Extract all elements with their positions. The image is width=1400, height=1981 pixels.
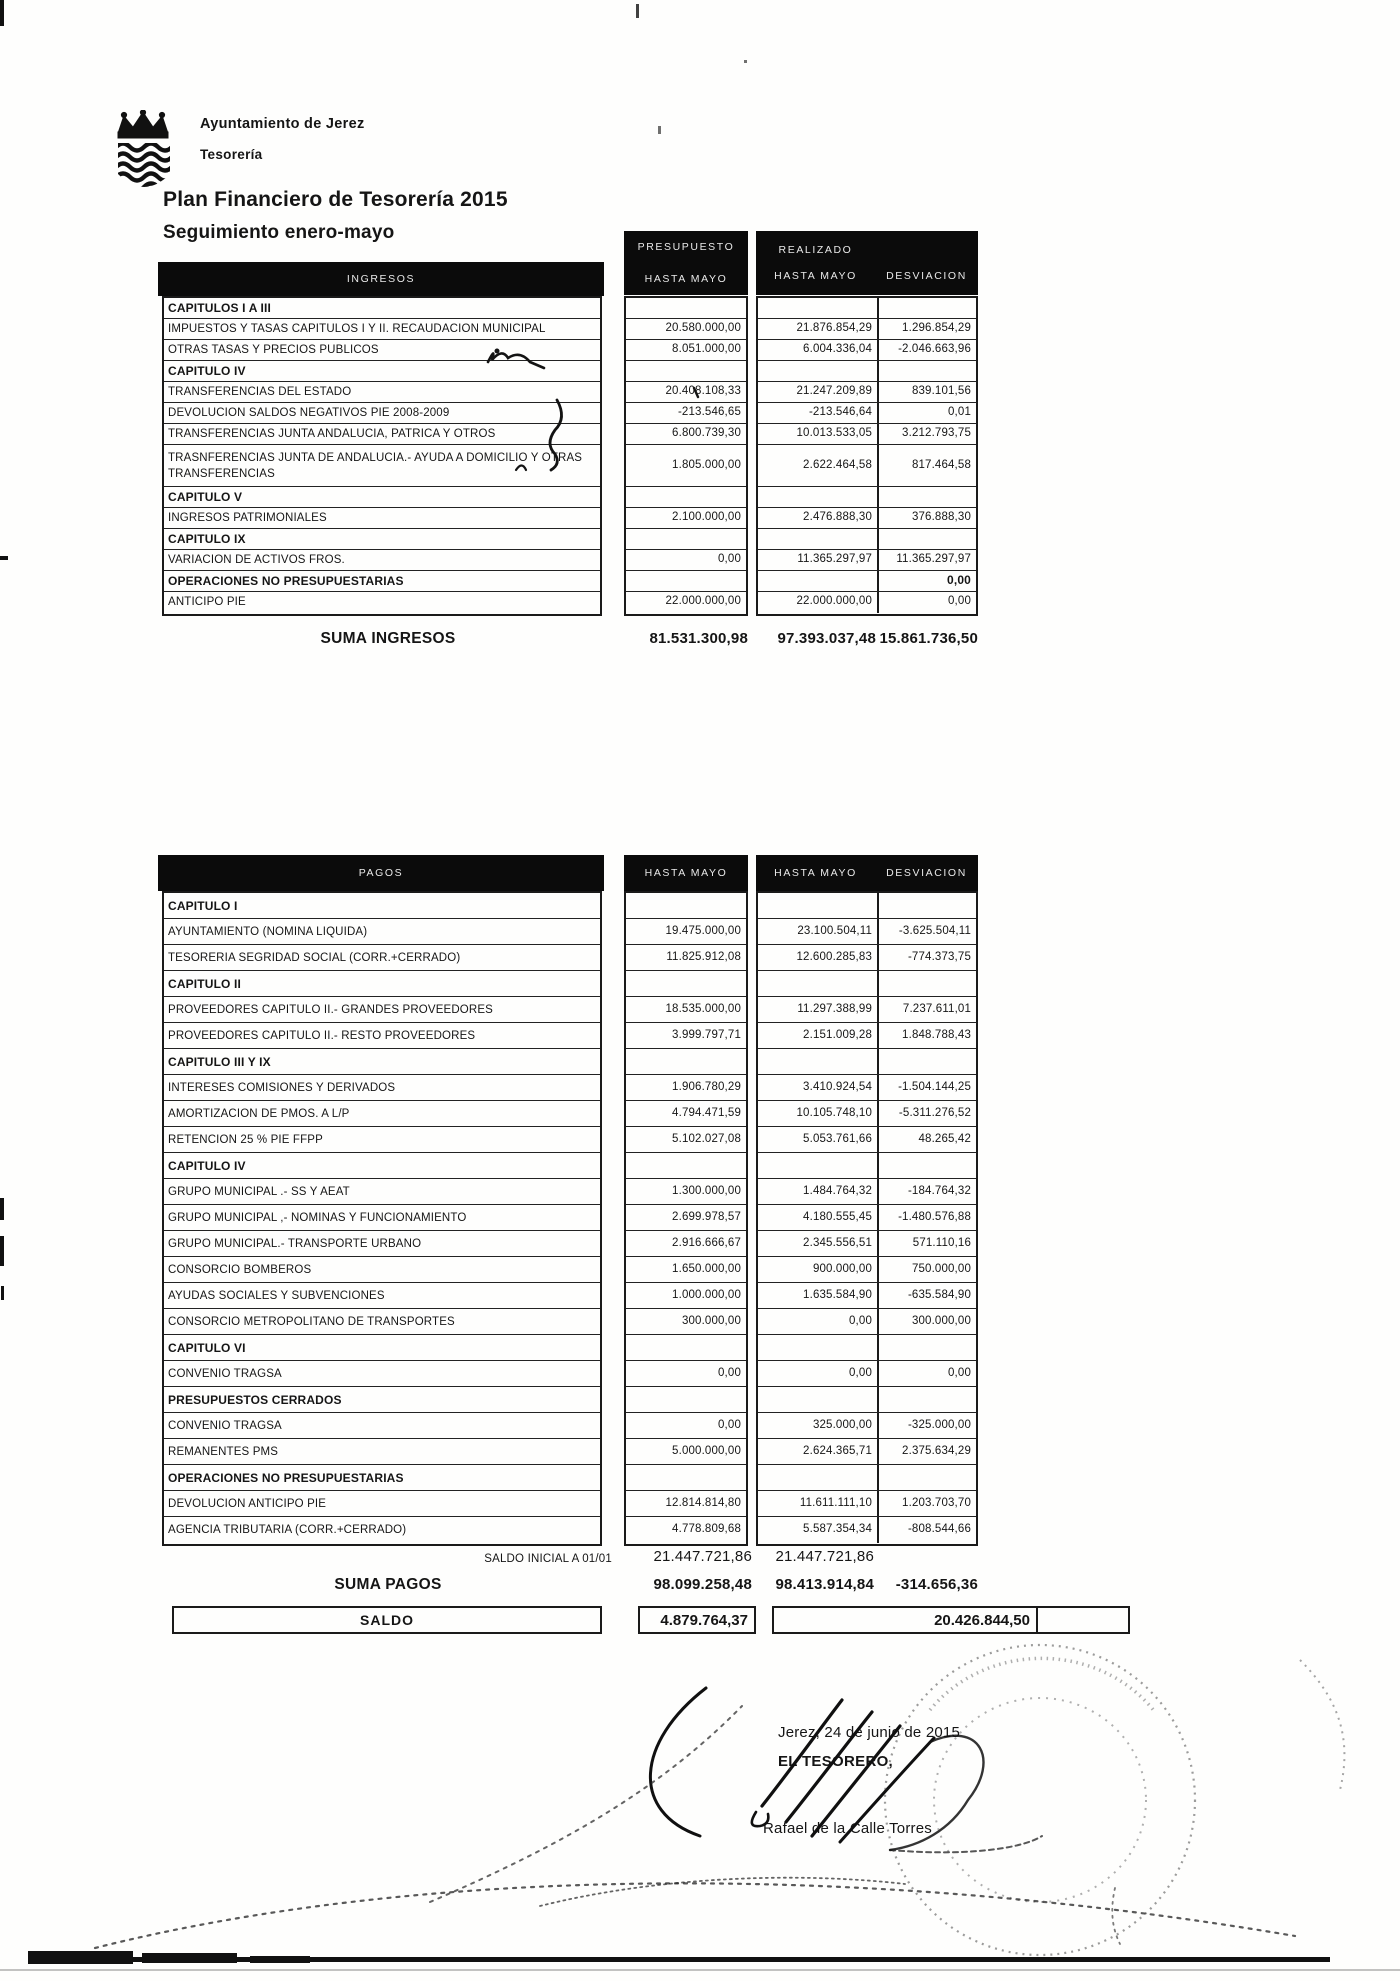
desviacion-cell bbox=[877, 1387, 976, 1412]
saldo-inicial-label: SALDO INICIAL A 01/01 bbox=[484, 1553, 612, 1565]
scan-speck bbox=[744, 60, 747, 63]
pagos-row: CAPITULO II bbox=[164, 971, 600, 997]
desviacion-cell: 0,00 bbox=[877, 571, 976, 591]
realizado-cell bbox=[758, 361, 877, 381]
ingresos-row bbox=[758, 508, 976, 529]
suma-ingresos-label: SUMA INGRESOS bbox=[320, 630, 456, 647]
desviacion-cell: 571.110,16 bbox=[877, 1231, 976, 1256]
desviacion-cell: -808.544,66 bbox=[877, 1517, 976, 1543]
pagos-row: 2.699.978,57 bbox=[626, 1205, 746, 1231]
desviacion-cell: 0,00 bbox=[877, 1361, 976, 1386]
realizado-cell: 11.611.111,10 bbox=[799, 1497, 872, 1509]
hasta-mayo-label: HASTA MAYO bbox=[774, 270, 857, 282]
jerez-logo bbox=[112, 110, 178, 198]
pagos-row bbox=[758, 1413, 976, 1439]
ingresos-row bbox=[758, 529, 976, 550]
pagos-row bbox=[626, 1387, 746, 1413]
scan-speck bbox=[0, 556, 8, 560]
realizado-cell bbox=[758, 1049, 877, 1074]
pagos-row: 1.906.780,29 bbox=[626, 1075, 746, 1101]
ingresos-row: 20.580.000,00 bbox=[626, 319, 746, 340]
scan-bottom-line bbox=[0, 1969, 1400, 1971]
pagos-row bbox=[758, 1465, 976, 1491]
realizado-cell: 325.000,00 bbox=[812, 1419, 872, 1431]
ingresos-row: OPERACIONES NO PRESUPUESTARIAS bbox=[164, 571, 600, 592]
realizado-cell bbox=[758, 571, 877, 591]
pagos-row bbox=[626, 893, 746, 919]
pagos-row: GRUPO MUNICIPAL.- TRANSPORTE URBANO bbox=[164, 1231, 600, 1257]
desviacion-cell: -635.584,90 bbox=[877, 1283, 976, 1308]
ingresos-presupuesto-column bbox=[624, 296, 748, 616]
suma-ingresos-realizado: 97.393.037,48 bbox=[777, 630, 876, 647]
pagos-row bbox=[758, 1023, 976, 1049]
realizado-desviacion-column-header bbox=[756, 231, 978, 295]
pagos-row bbox=[758, 945, 976, 971]
desviacion-cell: 1.203.703,70 bbox=[877, 1491, 976, 1516]
pagos-row: AYUNTAMIENTO (NOMINA LIQUIDA) bbox=[164, 919, 600, 945]
ingresos-row bbox=[758, 319, 976, 340]
page-subtitle: Seguimiento enero-mayo bbox=[163, 222, 395, 243]
pagos-row bbox=[626, 1049, 746, 1075]
desviacion-cell: 3.212.793,75 bbox=[877, 424, 976, 444]
ingresos-row bbox=[758, 403, 976, 424]
realizado-cell: 2.624.365,71 bbox=[803, 1445, 872, 1457]
ingresos-row: VARIACION DE ACTIVOS FROS. bbox=[164, 550, 600, 571]
desviacion-cell: 11.365.297,97 bbox=[877, 550, 976, 570]
suma-ingresos-presupuesto: 81.531.300,98 bbox=[649, 630, 748, 647]
ingresos-row bbox=[758, 445, 976, 487]
pagos-header-label: PAGOS bbox=[358, 867, 404, 879]
scan-speck bbox=[0, 1198, 4, 1220]
saldo-inicial-presupuesto: 21.447.721,86 bbox=[653, 1548, 752, 1565]
scan-bottom-blob bbox=[142, 1953, 237, 1963]
pagos-row bbox=[626, 1465, 746, 1491]
realizado-cell bbox=[758, 971, 877, 996]
pagos-row: 1.000.000,00 bbox=[626, 1283, 746, 1309]
realizado-cell: 5.053.761,66 bbox=[803, 1133, 872, 1145]
suma-pagos-label: SUMA PAGOS bbox=[334, 1576, 442, 1593]
desviacion-cell: 376.888,30 bbox=[877, 508, 976, 528]
pagos-row: 12.814.814,80 bbox=[626, 1491, 746, 1517]
pagos-row: CONSORCIO BOMBEROS bbox=[164, 1257, 600, 1283]
pagos-row: RETENCION 25 % PIE FFPP bbox=[164, 1127, 600, 1153]
desviacion-cell: -1.504.144,25 bbox=[877, 1075, 976, 1100]
realizado-cell: 900.000,00 bbox=[812, 1263, 872, 1275]
pagos-row: 5.102.027,08 bbox=[626, 1127, 746, 1153]
realizado-cell: 5.587.354,34 bbox=[803, 1523, 872, 1535]
hasta-mayo-label: HASTA MAYO bbox=[774, 867, 857, 879]
desviacion-cell bbox=[877, 1335, 976, 1360]
ingresos-row bbox=[626, 298, 746, 319]
ingresos-row bbox=[758, 571, 976, 592]
pagos-row: 5.000.000,00 bbox=[626, 1439, 746, 1465]
suma-ingresos-desviacion: 15.861.736,50 bbox=[879, 630, 978, 647]
saldo-presupuesto-box bbox=[638, 1606, 756, 1634]
desviacion-label: DESVIACION bbox=[886, 867, 967, 879]
realizado-cell: 10.013.533,05 bbox=[796, 427, 872, 439]
pagos-row bbox=[758, 997, 976, 1023]
pagos-row: AMORTIZACION DE PMOS. A L/P bbox=[164, 1101, 600, 1127]
pagos-row bbox=[758, 1257, 976, 1283]
desviacion-cell bbox=[877, 487, 976, 507]
ingresos-row: TRANSFERENCIAS JUNTA ANDALUCIA, PATRICA Y OTROS bbox=[164, 424, 600, 445]
signature-name: Rafael de la Calle Torres bbox=[763, 1820, 932, 1837]
desviacion-cell: -2.046.663,96 bbox=[877, 340, 976, 360]
realizado-cell: 21.247.209,89 bbox=[796, 385, 872, 397]
pagos-row: PROVEEDORES CAPITULO II.- GRANDES PROVEEDORES bbox=[164, 997, 600, 1023]
realizado-cell: 1.635.584,90 bbox=[803, 1289, 872, 1301]
desviacion-cell: 1.848.788,43 bbox=[877, 1023, 976, 1048]
realizado-cell: 1.484.764,32 bbox=[803, 1185, 872, 1197]
realizado-cell: 0,00 bbox=[849, 1367, 872, 1379]
pagos-row bbox=[758, 1179, 976, 1205]
pagos-realizado-desviacion-column bbox=[756, 891, 978, 1546]
ingresos-labels-column bbox=[162, 296, 602, 616]
presupuesto-label: PRESUPUESTO bbox=[637, 241, 735, 253]
ingresos-row: ANTICIPO PIE bbox=[168, 596, 246, 608]
desviacion-cell: 2.375.634,29 bbox=[877, 1439, 976, 1464]
desviacion-cell: 300.000,00 bbox=[877, 1309, 976, 1334]
ingresos-realizado-desviacion-column bbox=[756, 296, 978, 616]
desviacion-cell bbox=[877, 893, 976, 918]
pagos-row: PROVEEDORES CAPITULO II.- RESTO PROVEEDORES bbox=[164, 1023, 600, 1049]
ingresos-row bbox=[626, 361, 746, 382]
signature-role: EL TESORERO, bbox=[778, 1753, 894, 1770]
pagos-row bbox=[758, 1231, 976, 1257]
realizado-cell bbox=[758, 1335, 877, 1360]
pagos-row bbox=[758, 893, 976, 919]
ingresos-row: IMPUESTOS Y TASAS CAPITULOS I Y II. RECAUDACION MUNICIPAL bbox=[164, 319, 600, 340]
round-stamp bbox=[885, 1645, 1344, 1955]
pagos-row: 4.778.809,68 bbox=[672, 1523, 741, 1535]
pagos-row: 3.999.797,71 bbox=[626, 1023, 746, 1049]
hasta-mayo-label: HASTA MAYO bbox=[644, 867, 728, 879]
realizado-cell: 22.000.000,00 bbox=[796, 595, 872, 607]
page-title: Plan Financiero de Tesorería 2015 bbox=[163, 188, 508, 211]
desviacion-cell bbox=[877, 361, 976, 381]
desviacion-cell: 0,00 bbox=[877, 592, 976, 613]
pagos-row: 1.650.000,00 bbox=[626, 1257, 746, 1283]
realizado-cell: 6.004.336,04 bbox=[803, 343, 872, 355]
ingresos-row: 22.000.000,00 bbox=[665, 595, 741, 607]
pagos-presupuesto-column bbox=[624, 891, 748, 1546]
desviacion-cell: 48.265,42 bbox=[877, 1127, 976, 1152]
saldo-label-box bbox=[172, 1606, 602, 1634]
pagos-row: PRESUPUESTOS CERRADOS bbox=[164, 1387, 600, 1413]
desviacion-cell bbox=[877, 1153, 976, 1178]
pagos-presupuesto-column-header bbox=[624, 855, 748, 891]
pagos-row: AGENCIA TRIBUTARIA (CORR.+CERRADO) bbox=[168, 1524, 407, 1536]
realizado-cell: 11.365.297,97 bbox=[797, 553, 872, 565]
realizado-cell: 11.297.388,99 bbox=[797, 1003, 872, 1015]
scan-speck bbox=[0, 0, 4, 26]
ingresos-row: TRANSFERENCIAS DEL ESTADO bbox=[164, 382, 600, 403]
pagos-row: OPERACIONES NO PRESUPUESTARIAS bbox=[164, 1465, 600, 1491]
scan-speck bbox=[636, 4, 639, 18]
scan-speck bbox=[658, 126, 661, 134]
ingresos-row: CAPITULO IV bbox=[164, 361, 600, 382]
realizado-cell: 0,00 bbox=[849, 1315, 872, 1327]
pagos-labels-column bbox=[162, 891, 602, 1546]
pagos-row: CONVENIO TRAGSA bbox=[164, 1413, 600, 1439]
pagos-row bbox=[758, 919, 976, 945]
realizado-cell: 12.600.285,83 bbox=[796, 951, 872, 963]
ingresos-row: 6.800.739,30 bbox=[626, 424, 746, 445]
desviacion-cell: 839.101,56 bbox=[877, 382, 976, 402]
ingresos-row bbox=[758, 382, 976, 403]
pagos-row bbox=[758, 1101, 976, 1127]
desviacion-cell bbox=[877, 529, 976, 549]
pagos-row: CAPITULO IV bbox=[164, 1153, 600, 1179]
realizado-cell: 4.180.555,45 bbox=[803, 1211, 872, 1223]
realizado-cell: 23.100.504,11 bbox=[797, 925, 872, 937]
pagos-row bbox=[626, 971, 746, 997]
pagos-row bbox=[758, 1127, 976, 1153]
suma-pagos-presupuesto: 98.099.258,48 bbox=[653, 1576, 752, 1593]
desviacion-cell bbox=[877, 971, 976, 996]
pagos-row: CONSORCIO METROPOLITANO DE TRANSPORTES bbox=[164, 1309, 600, 1335]
ingresos-row: DEVOLUCION SALDOS NEGATIVOS PIE 2008-2009 bbox=[164, 403, 600, 424]
pagos-realizado-desviacion-column-header bbox=[756, 855, 978, 891]
pagos-row bbox=[758, 1491, 976, 1517]
ingresos-row: 2.100.000,00 bbox=[626, 508, 746, 529]
pagos-row: 2.916.666,67 bbox=[626, 1231, 746, 1257]
pagos-row: CAPITULO I bbox=[164, 893, 600, 919]
desviacion-cell bbox=[877, 1049, 976, 1074]
ingresos-row: TRASNFERENCIAS JUNTA DE ANDALUCIA.- AYUDA A DOMICILIO Y OTRAS TRANSFERENCIAS bbox=[164, 445, 600, 487]
pagos-row bbox=[758, 1517, 976, 1543]
scan-bottom-blob bbox=[250, 1956, 310, 1963]
ingresos-row: -213.546,65 bbox=[626, 403, 746, 424]
ingresos-row bbox=[626, 487, 746, 508]
pagos-row bbox=[758, 1153, 976, 1179]
pagos-row bbox=[758, 1439, 976, 1465]
desviacion-cell: 7.237.611,01 bbox=[877, 997, 976, 1022]
pagos-row: 18.535.000,00 bbox=[626, 997, 746, 1023]
pagos-row: REMANENTES PMS bbox=[164, 1439, 600, 1465]
pagos-header bbox=[158, 855, 604, 891]
desviacion-cell: 817.464,58 bbox=[877, 445, 976, 486]
desviacion-label: DESVIACION bbox=[886, 270, 967, 282]
desviacion-cell: -5.311.276,52 bbox=[877, 1101, 976, 1126]
realizado-cell: -213.546,64 bbox=[808, 406, 872, 418]
pagos-row: 11.825.912,08 bbox=[626, 945, 746, 971]
desviacion-cell: -3.625.504,11 bbox=[877, 919, 976, 944]
ingresos-row bbox=[758, 424, 976, 445]
realizado-cell: 3.410.924,54 bbox=[803, 1081, 872, 1093]
pagos-row: 300.000,00 bbox=[626, 1309, 746, 1335]
pagos-row bbox=[758, 1075, 976, 1101]
pagos-row: CAPITULO VI bbox=[164, 1335, 600, 1361]
realizado-cell: 21.876.854,29 bbox=[796, 322, 872, 334]
pagos-row: GRUPO MUNICIPAL .- SS Y AEAT bbox=[164, 1179, 600, 1205]
ingresos-row bbox=[758, 487, 976, 508]
pagos-row bbox=[758, 1361, 976, 1387]
desviacion-cell bbox=[877, 1465, 976, 1490]
dotted-scan-curves bbox=[95, 1706, 1295, 1948]
pagos-row: GRUPO MUNICIPAL ,- NOMINAS Y FUNCIONAMIENTO bbox=[164, 1205, 600, 1231]
ingresos-row: INGRESOS PATRIMONIALES bbox=[164, 508, 600, 529]
crown-and-waves-shield-icon bbox=[112, 110, 178, 198]
ingresos-row: 0,00 bbox=[626, 550, 746, 571]
desviacion-cell: 750.000,00 bbox=[877, 1257, 976, 1282]
desviacion-cell: -184.764,32 bbox=[877, 1179, 976, 1204]
ingresos-row bbox=[758, 592, 976, 613]
scan-speck bbox=[1, 1286, 4, 1300]
realizado-label: REALIZADO bbox=[778, 244, 853, 256]
scan-speck bbox=[0, 1236, 4, 1266]
pagos-row bbox=[758, 1335, 976, 1361]
realizado-cell: 2.622.464,58 bbox=[803, 459, 872, 471]
pagos-row: 0,00 bbox=[626, 1413, 746, 1439]
saldo-inicial-realizado: 21.447.721,86 bbox=[775, 1548, 874, 1565]
ingresos-row bbox=[626, 571, 746, 592]
pagos-row bbox=[626, 1335, 746, 1361]
desviacion-cell: 1.296.854,29 bbox=[877, 319, 976, 339]
pagos-row: CAPITULO III Y IX bbox=[164, 1049, 600, 1075]
saldo-realizado-box bbox=[772, 1606, 1130, 1634]
pagos-row bbox=[626, 1153, 746, 1179]
ingresos-row: CAPITULOS I A III bbox=[164, 298, 600, 319]
realizado-cell bbox=[758, 1387, 877, 1412]
ingresos-row: CAPITULO V bbox=[164, 487, 600, 508]
realizado-cell: 2.345.556,51 bbox=[803, 1237, 872, 1249]
ingresos-row: OTRAS TASAS Y PRECIOS PUBLICOS bbox=[164, 340, 600, 361]
hasta-mayo-label: HASTA MAYO bbox=[644, 273, 728, 285]
ingresos-row bbox=[758, 298, 976, 319]
realizado-cell: 2.151.009,28 bbox=[803, 1029, 872, 1041]
desviacion-cell: -1.480.576,88 bbox=[877, 1205, 976, 1230]
pagos-row: 4.794.471,59 bbox=[626, 1101, 746, 1127]
pagos-row: CONVENIO TRAGSA bbox=[164, 1361, 600, 1387]
pagos-row bbox=[758, 1309, 976, 1335]
pagos-row bbox=[758, 971, 976, 997]
saldo-presupuesto: 4.879.764,37 bbox=[660, 1611, 748, 1629]
ingresos-row bbox=[626, 529, 746, 550]
signature-place-date: Jerez, 24 de junio de 2015 bbox=[778, 1724, 960, 1741]
suma-pagos-realizado: 98.413.914,84 bbox=[775, 1576, 874, 1593]
pagos-row: TESORERIA SEGRIDAD SOCIAL (CORR.+CERRADO) bbox=[164, 945, 600, 971]
suma-pagos-desviacion: -314.656,36 bbox=[895, 1576, 978, 1593]
presupuesto-column-header bbox=[624, 231, 748, 295]
pagos-row bbox=[758, 1205, 976, 1231]
pagos-row: DEVOLUCION ANTICIPO PIE bbox=[164, 1491, 600, 1517]
ingresos-row: 8.051.000,00 bbox=[626, 340, 746, 361]
realizado-cell bbox=[758, 893, 877, 918]
desviacion-cell bbox=[877, 298, 976, 318]
pagos-row: 1.300.000,00 bbox=[626, 1179, 746, 1205]
ingresos-header-label: INGRESOS bbox=[346, 273, 416, 285]
saldo-empty-cell bbox=[1036, 1608, 1128, 1632]
realizado-cell bbox=[758, 1153, 877, 1178]
ingresos-header bbox=[158, 262, 604, 296]
realizado-cell: 2.476.888,30 bbox=[803, 511, 872, 523]
pagos-row bbox=[758, 1049, 976, 1075]
pagos-row bbox=[758, 1387, 976, 1413]
saldo-label: SALDO bbox=[360, 1612, 414, 1628]
realizado-cell bbox=[758, 487, 877, 507]
desviacion-cell: 0,01 bbox=[877, 403, 976, 423]
org-name: Ayuntamiento de Jerez bbox=[200, 116, 365, 132]
realizado-cell bbox=[758, 529, 877, 549]
ingresos-row bbox=[758, 340, 976, 361]
desviacion-cell: -774.373,75 bbox=[877, 945, 976, 970]
ingresos-row bbox=[758, 361, 976, 382]
pagos-row: AYUDAS SOCIALES Y SUBVENCIONES bbox=[164, 1283, 600, 1309]
desviacion-cell: -325.000,00 bbox=[877, 1413, 976, 1438]
ingresos-row: CAPITULO IX bbox=[164, 529, 600, 550]
realizado-cell bbox=[758, 298, 877, 318]
saldo-realizado: 20.426.844,50 bbox=[934, 1611, 1030, 1629]
pagos-row: 19.475.000,00 bbox=[626, 919, 746, 945]
pagos-row: 0,00 bbox=[626, 1361, 746, 1387]
ingresos-row: 20.408.108,33 bbox=[626, 382, 746, 403]
pagos-row bbox=[758, 1283, 976, 1309]
dept-name: Tesorería bbox=[200, 147, 263, 162]
realizado-cell: 10.105.748,10 bbox=[796, 1107, 872, 1119]
pagos-row: INTERESES COMISIONES Y DERIVADOS bbox=[164, 1075, 600, 1101]
realizado-cell bbox=[758, 1465, 877, 1490]
ingresos-row: 1.805.000,00 bbox=[626, 445, 746, 487]
ingresos-row bbox=[758, 550, 976, 571]
scan-bottom-blob bbox=[28, 1951, 133, 1964]
